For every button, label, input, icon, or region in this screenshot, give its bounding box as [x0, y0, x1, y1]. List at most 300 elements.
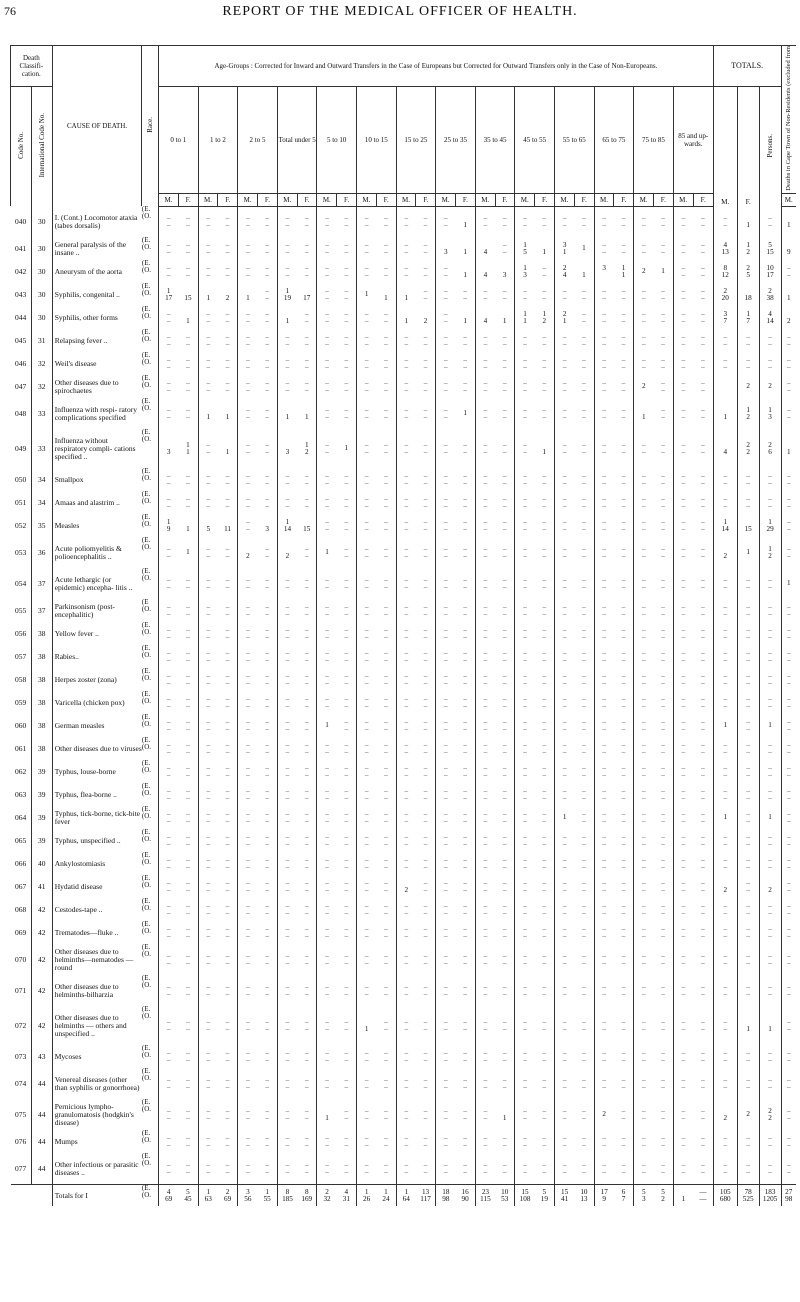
total-value-cell: 4 31: [337, 1184, 357, 1206]
empty-cell: – –: [159, 237, 179, 260]
empty-cell: – –: [634, 944, 654, 975]
empty-cell: – –: [396, 760, 416, 783]
empty-cell: – –: [621, 494, 626, 510]
empty-cell: – –: [621, 378, 626, 394]
empty-cell: – –: [582, 1048, 586, 1064]
empty-cell: – –: [317, 306, 337, 329]
intl-code-cell: 33: [31, 398, 52, 429]
race-cell: (E. (O.: [141, 1006, 151, 1021]
empty-cell: – –: [317, 237, 337, 260]
empty-cell: – –: [542, 832, 547, 848]
intl-code-cell: 44: [31, 1153, 52, 1184]
empty-cell: – –: [634, 645, 654, 668]
empty-cell: – –: [238, 875, 258, 898]
empty-cell: – –: [357, 852, 377, 875]
empty-cell: – –: [475, 944, 495, 975]
empty-cell: – –: [621, 355, 626, 371]
empty-cell: – –: [759, 852, 781, 875]
empty-cell: – –: [423, 855, 428, 871]
empty-cell: – –: [423, 405, 428, 421]
race-cell: (E. (O.: [141, 852, 151, 867]
empty-cell: – –: [423, 214, 428, 229]
empty-cell: – –: [621, 740, 626, 756]
empty-cell: – –: [238, 599, 258, 622]
empty-cell: – –: [277, 1006, 297, 1045]
empty-cell: – –: [225, 625, 230, 641]
value-cell: 1 2: [542, 309, 547, 325]
empty-cell: – –: [396, 737, 416, 760]
empty-cell: – –: [344, 602, 349, 618]
empty-cell: – –: [238, 944, 258, 975]
empty-cell: – –: [198, 1006, 218, 1045]
table-row: [11, 1006, 797, 1045]
value-cell: 1: [317, 714, 337, 737]
empty-cell: – –: [159, 491, 179, 514]
empty-cell: – –: [198, 975, 218, 1006]
empty-cell: – –: [673, 1153, 693, 1184]
empty-cell: – –: [701, 1160, 705, 1176]
empty-cell: – –: [344, 471, 349, 487]
value-cell: 1: [542, 447, 547, 456]
empty-cell: – –: [198, 260, 218, 283]
empty-cell: – –: [594, 398, 614, 429]
empty-cell: – –: [554, 1153, 574, 1184]
empty-cell: – –: [317, 622, 337, 645]
empty-cell: – –: [423, 832, 428, 848]
empty-cell: – –: [198, 875, 218, 898]
cause-cell: Other diseases due to spirochaetes: [52, 375, 142, 398]
cause-cell: Cestodes-tape ..: [52, 898, 142, 921]
empty-cell: – –: [277, 260, 297, 283]
race-cell: (E. (O.: [141, 691, 151, 706]
empty-cell: – –: [277, 375, 297, 398]
non-residents-m-header: M.: [781, 193, 796, 206]
intl-code-cell: 42: [31, 1006, 52, 1045]
empty-cell: – –: [396, 852, 416, 875]
table-row: [11, 645, 797, 668]
empty-cell: – –: [384, 1133, 388, 1149]
empty-cell: – –: [515, 352, 535, 375]
empty-cell: – –: [198, 898, 218, 921]
empty-cell: – –: [661, 355, 665, 371]
empty-cell: – –: [384, 763, 388, 779]
empty-cell: – –: [357, 668, 377, 691]
empty-cell: – –: [186, 832, 190, 848]
empty-cell: – –: [384, 332, 388, 348]
code-cell: 073: [15, 1052, 27, 1062]
empty-cell: – –: [159, 537, 179, 568]
empty-cell: – –: [277, 1068, 297, 1099]
value-cell: 2 38: [759, 283, 781, 306]
empty-cell: – –: [737, 921, 759, 944]
empty-cell: – –: [304, 494, 309, 510]
totals-m-header: M.: [713, 87, 737, 207]
empty-cell: – –: [436, 875, 456, 898]
empty-cell: – –: [661, 471, 665, 487]
empty-cell: – –: [423, 951, 428, 967]
intl-code-cell: 42: [31, 898, 52, 921]
empty-cell: – –: [265, 214, 269, 229]
empty-cell: – –: [554, 1045, 574, 1068]
empty-cell: – –: [317, 898, 337, 921]
code-cell: 075: [15, 1110, 27, 1120]
race-cell: (E. (O.: [141, 1153, 151, 1168]
empty-cell: – –: [186, 717, 190, 733]
intl-code-cell: 39: [31, 783, 52, 806]
empty-cell: – –: [502, 575, 507, 591]
empty-cell: – –: [436, 760, 456, 783]
age-group-header: 2 to 5: [238, 87, 278, 194]
value-cell: 3: [502, 270, 507, 279]
empty-cell: – –: [357, 645, 377, 668]
empty-cell: – –: [198, 691, 218, 714]
intl-code-cell: 30: [31, 283, 52, 306]
empty-cell: – –: [737, 691, 759, 714]
race-cell: (E. (O.: [141, 829, 151, 844]
cause-cell: Aneurysm of the aorta: [52, 260, 142, 283]
empty-cell: – –: [542, 786, 547, 802]
value-cell: 15: [303, 524, 311, 533]
empty-cell: – –: [238, 375, 258, 398]
empty-cell: – –: [317, 599, 337, 622]
empty-cell: – –: [594, 1068, 614, 1099]
empty-cell: – –: [673, 306, 693, 329]
empty-cell: – –: [277, 468, 297, 491]
total-value-cell: — —: [693, 1184, 713, 1206]
race-cell: (E. (O.: [141, 429, 151, 444]
value-cell: 1 19: [277, 283, 297, 306]
empty-cell: – –: [159, 944, 179, 975]
empty-cell: – –: [621, 575, 626, 591]
totals-f-header: F.: [737, 87, 759, 207]
empty-cell: – –: [463, 717, 467, 733]
age-group-header: 15 to 25: [396, 87, 436, 194]
code-cell: 061: [15, 744, 27, 754]
empty-cell: – –: [582, 625, 586, 641]
sex-f-header: F.: [258, 193, 278, 206]
empty-cell: – –: [317, 375, 337, 398]
empty-cell: – –: [463, 809, 467, 825]
empty-cell: – –: [582, 602, 586, 618]
total-value-cell: 15 108: [515, 1184, 535, 1206]
empty-cell: – –: [781, 1068, 796, 1099]
empty-cell: – –: [423, 575, 428, 591]
empty-cell: – –: [344, 1133, 349, 1149]
empty-cell: – –: [475, 898, 495, 921]
empty-cell: – –: [225, 924, 230, 940]
table-row: [11, 783, 797, 806]
empty-cell: – –: [463, 440, 467, 456]
race-cell: (E. (O.: [141, 875, 151, 890]
empty-cell: – –: [396, 1068, 416, 1099]
value-cell: 5 15: [759, 237, 781, 260]
empty-cell: – –: [621, 309, 626, 325]
empty-cell: – –: [582, 405, 586, 421]
empty-cell: – –: [304, 786, 309, 802]
empty-cell: – –: [542, 1133, 547, 1149]
empty-cell: – –: [396, 975, 416, 1006]
table-row: [11, 599, 797, 622]
value-cell: 4: [475, 237, 495, 260]
empty-cell: – –: [634, 599, 654, 622]
empty-cell: – –: [542, 1075, 547, 1091]
empty-cell: – –: [781, 921, 796, 944]
empty-cell: – –: [396, 206, 416, 237]
empty-cell: – –: [225, 809, 230, 825]
empty-cell: – –: [304, 924, 309, 940]
sex-f-header: F.: [218, 193, 238, 206]
empty-cell: – –: [186, 332, 190, 348]
empty-cell: – –: [463, 982, 467, 998]
empty-cell: – –: [186, 878, 190, 894]
cause-cell: Rabies..: [52, 645, 142, 668]
empty-cell: – –: [317, 645, 337, 668]
value-cell: 1: [198, 283, 218, 306]
empty-cell: – –: [634, 975, 654, 1006]
page-title: REPORT OF THE MEDICAL OFFICER OF HEALTH.: [222, 4, 578, 19]
empty-cell: – –: [317, 206, 337, 237]
empty-cell: – –: [673, 714, 693, 737]
empty-cell: – –: [475, 1006, 495, 1045]
empty-cell: – –: [265, 1160, 269, 1176]
empty-cell: – –: [759, 668, 781, 691]
empty-cell: – –: [344, 1075, 349, 1091]
code-cell: 076: [15, 1137, 27, 1147]
value-cell: 2: [225, 293, 230, 302]
empty-cell: – –: [225, 309, 230, 325]
intl-code-cell: 38: [31, 668, 52, 691]
empty-cell: – –: [621, 602, 626, 618]
empty-cell: – –: [225, 901, 230, 917]
value-cell: 1 2: [759, 537, 781, 568]
empty-cell: – –: [159, 645, 179, 668]
empty-cell: – –: [475, 645, 495, 668]
empty-cell: – –: [737, 645, 759, 668]
sex-m-header: M.: [594, 193, 614, 206]
empty-cell: – –: [594, 237, 614, 260]
code-cell: 071: [15, 986, 27, 996]
empty-cell: – –: [357, 1130, 377, 1153]
empty-cell: – –: [344, 1017, 349, 1033]
empty-cell: – –: [198, 852, 218, 875]
empty-cell: – –: [554, 352, 574, 375]
empty-cell: – –: [634, 283, 654, 306]
intl-code-cell: 42: [31, 944, 52, 975]
empty-cell: – –: [502, 924, 507, 940]
empty-cell: – –: [277, 1099, 297, 1130]
value-cell: 1: [759, 806, 781, 829]
empty-cell: – –: [515, 875, 535, 898]
empty-cell: – –: [634, 852, 654, 875]
empty-cell: – –: [759, 329, 781, 352]
empty-cell: – –: [396, 1130, 416, 1153]
empty-cell: – –: [673, 599, 693, 622]
empty-cell: – –: [515, 829, 535, 852]
empty-cell: – –: [713, 1045, 737, 1068]
empty-cell: – –: [304, 1075, 309, 1091]
empty-cell: – –: [198, 806, 218, 829]
empty-cell: – –: [159, 898, 179, 921]
empty-cell: – –: [159, 206, 179, 237]
empty-cell: – –: [384, 878, 388, 894]
empty-cell: – –: [436, 537, 456, 568]
code-cell: 055: [15, 606, 27, 616]
empty-cell: – –: [396, 714, 416, 737]
empty-cell: – –: [304, 240, 309, 256]
value-cell: 1 5: [515, 237, 535, 260]
empty-cell: – –: [554, 429, 574, 468]
empty-cell: – –: [277, 668, 297, 691]
empty-cell: – –: [582, 1160, 586, 1176]
empty-cell: – –: [781, 1130, 796, 1153]
empty-cell: – –: [317, 468, 337, 491]
empty-cell: – –: [781, 668, 796, 691]
total-value-cell: 17 9: [594, 1184, 614, 1206]
empty-cell: – –: [737, 468, 759, 491]
empty-cell: – –: [713, 1153, 737, 1184]
empty-cell: – –: [317, 260, 337, 283]
empty-cell: – –: [186, 924, 190, 940]
empty-cell: – –: [661, 671, 665, 687]
empty-cell: – –: [515, 1045, 535, 1068]
empty-cell: – –: [396, 668, 416, 691]
empty-cell: – –: [436, 668, 456, 691]
empty-cell: – –: [515, 852, 535, 875]
empty-cell: – –: [582, 648, 586, 664]
empty-cell: – –: [225, 575, 230, 591]
empty-cell: – –: [634, 806, 654, 829]
empty-cell: – –: [502, 901, 507, 917]
empty-cell: – –: [515, 622, 535, 645]
empty-cell: – –: [159, 568, 179, 599]
empty-cell: – –: [277, 760, 297, 783]
cause-cell: Typhus, tick-borne, tick-bite fever: [52, 806, 142, 829]
empty-cell: – –: [701, 1075, 705, 1091]
value-cell: 1: [502, 316, 507, 325]
empty-cell: – –: [554, 468, 574, 491]
intl-code-cell: 30: [31, 306, 52, 329]
empty-cell: – –: [475, 622, 495, 645]
empty-cell: – –: [502, 494, 507, 510]
empty-cell: – –: [159, 1068, 179, 1099]
code-cell: 045: [15, 336, 27, 346]
race-cell: (E. (O.: [141, 283, 151, 298]
empty-cell: – –: [737, 898, 759, 921]
code-cell: 062: [15, 767, 27, 777]
empty-cell: – –: [475, 599, 495, 622]
empty-cell: – –: [357, 429, 377, 468]
sex-f-header: F.: [495, 193, 515, 206]
empty-cell: – –: [225, 694, 230, 710]
code-cell: 067: [15, 882, 27, 892]
table-row: [11, 537, 797, 568]
value-cell: 1 3: [515, 260, 535, 283]
empty-cell: – –: [661, 517, 665, 533]
empty-cell: – –: [159, 468, 179, 491]
empty-cell: – –: [317, 1153, 337, 1184]
empty-cell: – –: [582, 309, 586, 325]
value-cell: 2: [759, 375, 781, 398]
empty-cell: – –: [594, 737, 614, 760]
empty-cell: – –: [463, 378, 467, 394]
empty-cell: – –: [582, 471, 586, 487]
race-cell: (E. (O.: [141, 329, 151, 344]
empty-cell: – –: [186, 355, 190, 371]
empty-cell: – –: [701, 740, 705, 756]
table-row: [11, 429, 797, 468]
value-cell: 1: [759, 1006, 781, 1045]
empty-cell: – –: [384, 214, 388, 229]
empty-cell: – –: [759, 691, 781, 714]
sex-m-header: M.: [277, 193, 297, 206]
empty-cell: – –: [759, 1045, 781, 1068]
empty-cell: – –: [238, 1068, 258, 1099]
table-row: [11, 898, 797, 921]
empty-cell: – –: [673, 806, 693, 829]
empty-cell: – –: [701, 309, 705, 325]
empty-cell: – –: [277, 237, 297, 260]
code-cell: 041: [15, 244, 27, 254]
empty-cell: – –: [554, 691, 574, 714]
empty-cell: – –: [357, 806, 377, 829]
empty-cell: – –: [594, 921, 614, 944]
empty-cell: – –: [673, 514, 693, 537]
empty-cell: – –: [198, 429, 218, 468]
empty-cell: – –: [277, 645, 297, 668]
empty-cell: – –: [582, 214, 586, 229]
empty-cell: – –: [554, 668, 574, 691]
empty-cell: – –: [463, 494, 467, 510]
empty-cell: – –: [542, 378, 547, 394]
sex-m-header: M.: [238, 193, 258, 206]
empty-cell: – –: [759, 206, 781, 237]
empty-cell: – –: [238, 760, 258, 783]
empty-cell: – –: [701, 625, 705, 641]
cause-cell: Other diseases due to helminths-bilharzia: [52, 975, 142, 1006]
empty-cell: – –: [661, 625, 665, 641]
total-value-cell: 1 64: [396, 1184, 416, 1206]
empty-cell: – –: [317, 668, 337, 691]
empty-cell: – –: [554, 875, 574, 898]
race-cell: (E. (O.: [141, 260, 151, 275]
empty-cell: – –: [661, 717, 665, 733]
empty-cell: – –: [515, 944, 535, 975]
empty-cell: – –: [713, 944, 737, 975]
empty-cell: – –: [304, 1106, 309, 1122]
empty-cell: – –: [634, 237, 654, 260]
total-value-cell: 27 98: [781, 1184, 796, 1206]
empty-cell: – –: [594, 852, 614, 875]
value-cell: 2: [781, 306, 796, 329]
sex-f-header: F.: [297, 193, 317, 206]
empty-cell: – –: [238, 783, 258, 806]
table-row: [11, 398, 797, 429]
empty-cell: – –: [621, 763, 626, 779]
empty-cell: – –: [396, 537, 416, 568]
empty-cell: – –: [277, 1153, 297, 1184]
empty-cell: – –: [673, 237, 693, 260]
empty-cell: – –: [317, 944, 337, 975]
empty-cell: – –: [277, 1130, 297, 1153]
age-group-header: 45 to 55: [515, 87, 555, 194]
empty-cell: – –: [225, 1075, 230, 1091]
empty-cell: – –: [701, 763, 705, 779]
empty-cell: – –: [737, 1045, 759, 1068]
cause-cell: Other diseases due to helminths—nematodes —round: [52, 944, 142, 975]
empty-cell: – –: [225, 671, 230, 687]
code-cell: 040: [15, 217, 27, 227]
empty-cell: – –: [737, 599, 759, 622]
